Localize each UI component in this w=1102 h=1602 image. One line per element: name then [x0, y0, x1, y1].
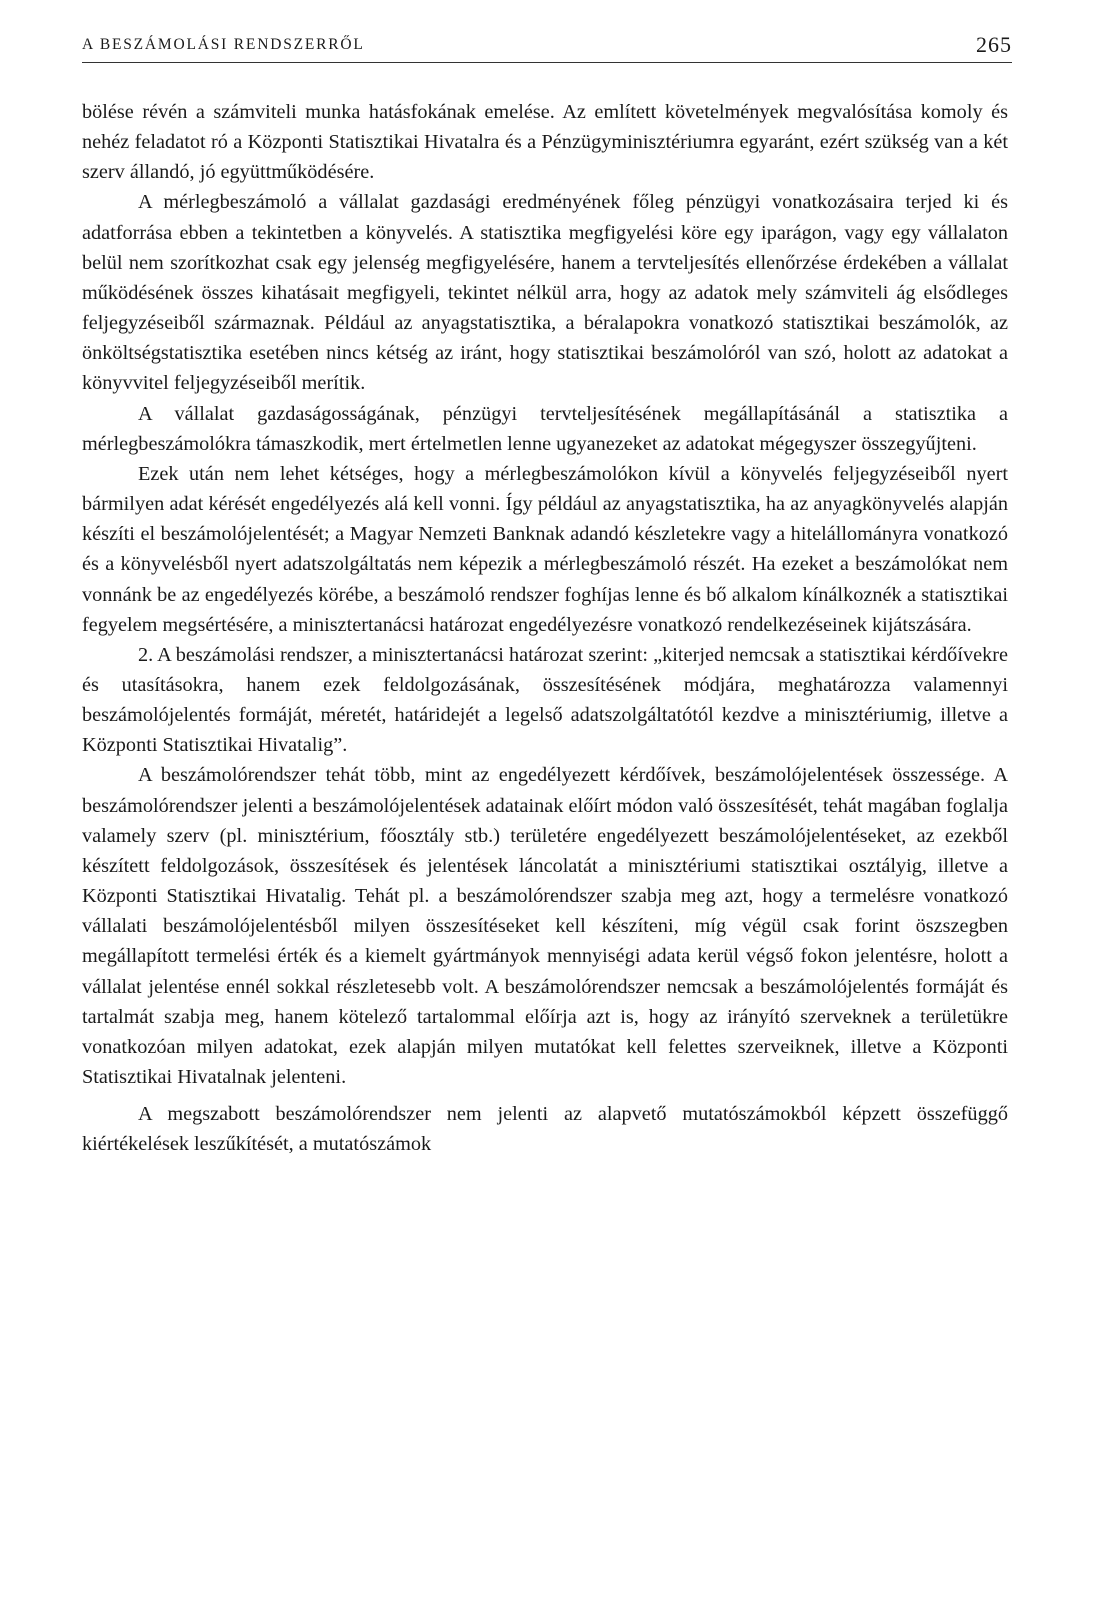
running-head: A BESZÁMOLÁSI RENDSZERRŐL [82, 36, 365, 53]
paragraph: Ezek után nem lehet kétséges, hogy a mérlegbeszámolókon kívül a könyvelés feljegyzéseiből nyert bármilyen adat kérését engedélyezés alá kell vonni. Így például az anyagstatisztika, ha az anyagkönyvelés alapján készíti el beszámolójelentését; a Magyar Nemzeti Banknak adandó készletekre vagy a hitelállományra vonatkozó és a könyvelésből nyert adatszolgáltatás nem képezik a mérlegbeszámoló részét. Ha ezeket a beszámolókat nem vonnánk be az engedélyezés körébe, a beszámoló rendszer foghíjas lenne és bő alkalom kínálkoznék a statisztikai fegyelem megsértésére, a minisztertanácsi határozat engedélyezésre vonatkozó rendelkezéseinek kijátszására. [82, 462, 1008, 636]
paragraph: A vállalat gazdaságosságának, pénzügyi tervteljesítésének megállapításánál a statisztika a mérlegbeszámolókra támaszkodik, mert értelmetlen lenne ugyanezeket az adatokat mégegyszer összegyűjteni. [82, 402, 1008, 455]
paragraph-continuation: bölése révén a számviteli munka hatásfokának emelése. Az említett követelmények megvalósítása komoly és nehéz feladatot ró a Központi Statisztikai Hivatalra és a Pénzügyminisztériumra egyaránt, ezért szükség van a két szerv állandó, jó együttműködésére. [82, 101, 1008, 184]
body-text [82, 97, 1008, 1159]
paragraph: 2. A beszámolási rendszer, a minisztertanácsi határozat szerint: „kiterjed nemcsak a statisztikai kérdőívekre és utasításokra, hanem ezek feldolgozásának, összesítésének módjára, meghatározza valamennyi beszámolójelentés formáját, méretét, határidejét a legelső adatszolgáltatótól kezdve a minisztériumig, illetve a Központi Statisztikai Hivatalig”. [82, 643, 1008, 757]
page-number: 265 [976, 32, 1012, 57]
page-header [82, 22, 1012, 63]
paragraph: A mérlegbeszámoló a vállalat gazdasági eredményének főleg pénzügyi vonatkozásaira terjed ki és adatforrása ebben a tekintetben a könyvelés. A statisztika megfigyelési köre egy iparágon, vagy egy vállalaton belül nem szorítkozhat csak egy jelenség megfigyelésére, hanem a tervteljesítés ellenőrzése érdekében a vállalat működésének összes kihatásait megfigyeli, tekintet nélkül arra, hogy az adatok mely számviteli ág elsődleges feljegyzéseiből származnak. Például az anyagstatisztika, a béralapokra vonatkozó statisztikai beszámolók, az önköltségstatisztika esetében nincs kétség az iránt, hogy statisztikai beszámolóról van szó, holott az adatokat a könyvvitel feljegyzéseiből merítik. [82, 191, 1008, 395]
paragraph: A megszabott beszámolórendszer nem jelenti az alapvető mutatószámokból képzett összefüggő kiértékelések leszűkítését, a mutatószámok [82, 1103, 1008, 1156]
paragraph: A beszámolórendszer tehát több, mint az engedélyezett kérdőívek, beszámolójelentések összessége. A beszámolórendszer jelenti a beszámolójelentések adatainak előírt módon való összesítését, tehát magában foglalja valamely szerv (pl. minisztérium, főosztály stb.) területére engedélyezett beszámolójelentéseket, az ezekből készített feldolgozások, összesítések és jelentések láncolatát a minisztériumi statisztikai osztályig, illetve a Központi Statisztikai Hivatalig. Tehát pl. a beszámolórendszer szabja meg azt, hogy a termelésre vonatkozó vállalati beszámolójelentésből milyen összesítéseket kell készíteni, míg végül csak forint öszszegben megállapított termelési érték és a kiemelt gyártmányok mennyiségi adata kerül végső fokon jelentésre, holott a vállalat jelentése ennél sokkal részletesebb volt. A beszámolórendszer nemcsak a beszámolójelentés formáját és tartalmát szabja meg, hanem kötelező tartalommal előírja azt is, hogy az irányító szerveknek a területükre vonatkozóan milyen adatokat, ezek alapján milyen mutatókat kell felettes szerveiknek, illetve a Központi Statisztikai Hivatalnak jelenteni. [82, 764, 1008, 1088]
